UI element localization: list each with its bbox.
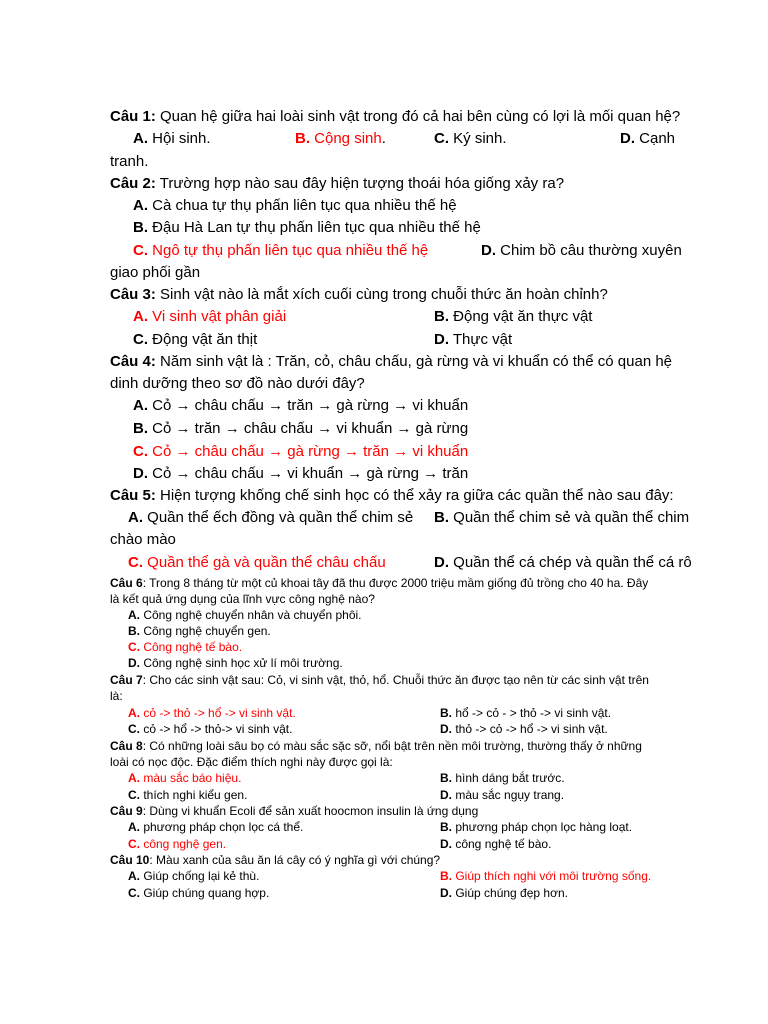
option-key: A. bbox=[128, 869, 140, 883]
q4-option-d bbox=[133, 466, 468, 481]
q5-option-c bbox=[128, 555, 386, 570]
option-key: B. bbox=[128, 624, 140, 638]
option-text: Cỏ → châu chấu → trăn → gà rừng → vi khuẩn bbox=[148, 397, 469, 414]
question-6-stem-continued: là kết quả ứng dụng của lĩnh vực công nghệ nào? bbox=[110, 592, 375, 606]
option-key: A. bbox=[133, 197, 148, 214]
q7-option-a bbox=[128, 707, 296, 719]
question-number: Câu 7 bbox=[110, 673, 143, 687]
q5-option-d bbox=[434, 555, 692, 570]
q7-option-b bbox=[440, 707, 611, 719]
option-text: Quần thể chim sẻ và quần thể chim bbox=[449, 509, 690, 526]
option-key: B. bbox=[133, 219, 148, 236]
option-key: C. bbox=[133, 443, 148, 460]
option-text: công nghệ gen. bbox=[140, 837, 227, 851]
option-text: phương pháp chọn lọc cá thể. bbox=[140, 820, 304, 834]
option-key: A. bbox=[128, 706, 140, 720]
q1-option-b bbox=[295, 131, 386, 146]
q9-option-a bbox=[128, 821, 303, 833]
question-number: Câu 10 bbox=[110, 853, 150, 867]
q2-option-a bbox=[133, 198, 457, 213]
option-key: B. bbox=[295, 130, 310, 147]
option-key: B. bbox=[440, 820, 452, 834]
question-text: Hiện tượng khống chế sinh học có thể xảy ra giữa các quần thể nào sau đây: bbox=[155, 487, 674, 504]
q6-option-c bbox=[128, 641, 242, 653]
option-text: cỏ -> hổ -> thỏ-> vi sinh vật. bbox=[140, 722, 293, 736]
option-text: Ký sinh. bbox=[449, 130, 507, 147]
option-text: Công nghệ sinh học xử lí môi trường. bbox=[140, 656, 343, 670]
option-key: C. bbox=[128, 722, 140, 736]
option-key: C. bbox=[128, 554, 143, 571]
question-10-stem bbox=[110, 854, 440, 866]
option-key: A. bbox=[128, 608, 140, 622]
option-text: Giúp chúng quang hợp. bbox=[140, 886, 270, 900]
option-text: Quần thể gà và quần thể châu chấu bbox=[143, 554, 386, 571]
option-key: A. bbox=[133, 397, 148, 414]
question-number: Câu 1: bbox=[110, 108, 156, 125]
option-text: Thực vật bbox=[449, 331, 513, 348]
question-text: : Dùng vi khuẩn Ecoli để sản xuất hoocmon insulin là ứng dụng bbox=[142, 804, 479, 818]
q5-option-a bbox=[128, 510, 413, 525]
q10-option-a bbox=[128, 870, 259, 882]
option-text: màu sắc ngụy trang. bbox=[452, 788, 565, 802]
option-key: B. bbox=[440, 706, 452, 720]
option-key: B. bbox=[440, 869, 452, 883]
q1-option-d-continued: tranh. bbox=[110, 153, 149, 170]
q2-option-c bbox=[133, 243, 428, 258]
q1-option-a bbox=[133, 131, 211, 146]
question-text: : Có những loài sâu bọ có màu sắc sặc sỡ, nổi bật trên nền môi trường, thường thấy ở những bbox=[142, 739, 642, 753]
option-text: Cà chua tự thụ phấn liên tục qua nhiều thế hệ bbox=[148, 197, 457, 214]
option-text: Công nghệ tế bào. bbox=[140, 640, 243, 654]
question-6-stem bbox=[110, 577, 648, 589]
question-5-stem bbox=[110, 488, 674, 503]
q8-option-b bbox=[440, 772, 565, 784]
option-text: thích nghi kiểu gen. bbox=[140, 788, 248, 802]
option-key: C. bbox=[128, 640, 140, 654]
option-key: B. bbox=[133, 420, 148, 437]
option-key: D. bbox=[434, 554, 449, 571]
q3-option-c bbox=[133, 332, 257, 347]
option-key: A. bbox=[133, 130, 148, 147]
question-number: Câu 8 bbox=[110, 739, 143, 753]
q1-option-c bbox=[434, 131, 507, 146]
question-7-stem bbox=[110, 674, 649, 686]
option-key: C. bbox=[133, 242, 148, 259]
question-7-stem-continued: là: bbox=[110, 689, 123, 703]
q2-option-d-continued: giao phối gần bbox=[110, 264, 201, 281]
q4-option-c bbox=[133, 444, 468, 459]
option-text: hình dáng bắt trước. bbox=[452, 771, 565, 785]
question-text: Quan hệ giữa hai loài sinh vật trong đó cả hai bên cùng có lợi là mối quan hệ? bbox=[155, 108, 681, 125]
option-text: Ngô tự thụ phấn liên tục qua nhiều thế hệ bbox=[148, 242, 429, 259]
option-key: D. bbox=[434, 331, 449, 348]
question-number: Câu 6 bbox=[110, 576, 143, 590]
option-text: Cỏ → châu chấu → vi khuẩn → gà rừng → trăn bbox=[148, 465, 469, 482]
option-key: C. bbox=[128, 886, 140, 900]
q3-option-a bbox=[133, 309, 286, 324]
option-key: A. bbox=[133, 308, 148, 325]
option-text: Đậu Hà Lan tự thụ phấn liên tục qua nhiều thế hệ bbox=[148, 219, 481, 236]
option-text: Cỏ → trăn → châu chấu → vi khuẩn → gà rừng bbox=[148, 420, 469, 437]
option-text: thỏ -> cỏ -> hổ -> vi sinh vật. bbox=[452, 722, 608, 736]
option-text: Động vật ăn thực vật bbox=[449, 308, 593, 325]
option-key: D. bbox=[620, 130, 635, 147]
question-number: Câu 4: bbox=[110, 353, 156, 370]
option-key: C. bbox=[128, 837, 140, 851]
question-4-stem bbox=[110, 354, 672, 369]
q8-option-c bbox=[128, 789, 247, 801]
option-text: Vi sinh vật phân giải bbox=[148, 308, 287, 325]
q4-option-a bbox=[133, 398, 468, 413]
option-key: A. bbox=[128, 509, 143, 526]
option-text: Giúp chống lại kẻ thù. bbox=[140, 869, 260, 883]
q6-option-d bbox=[128, 657, 343, 669]
option-key: D. bbox=[440, 788, 452, 802]
q6-option-a bbox=[128, 609, 362, 621]
question-number: Câu 3: bbox=[110, 286, 156, 303]
question-text: Trường hợp nào sau đây hiện tượng thoái hóa giống xảy ra? bbox=[155, 175, 565, 192]
option-text: Công nghệ chuyển gen. bbox=[140, 624, 271, 638]
q2-option-d bbox=[481, 243, 682, 258]
question-1-stem bbox=[110, 109, 680, 124]
option-text: Giúp chúng đẹp hơn. bbox=[452, 886, 568, 900]
option-text: phương pháp chọn lọc hàng loạt. bbox=[452, 820, 633, 834]
question-9-stem bbox=[110, 805, 478, 817]
q3-option-b bbox=[434, 309, 592, 324]
question-number: Câu 9 bbox=[110, 804, 143, 818]
q1-option-d bbox=[620, 131, 675, 146]
option-text: Cạnh bbox=[635, 130, 676, 147]
option-text: Giúp thích nghi với môi trường sống. bbox=[452, 869, 652, 883]
q5-option-b bbox=[434, 510, 689, 525]
question-text: Năm sinh vật là : Trăn, cỏ, châu chấu, gà rừng và vi khuẩn có thể có quan hệ bbox=[155, 353, 673, 370]
option-text: Chim bồ câu thường xuyên bbox=[496, 242, 682, 259]
option-text: hổ -> cỏ - > thỏ -> vi sinh vật. bbox=[452, 706, 612, 720]
q7-option-d bbox=[440, 723, 608, 735]
option-text: Động vật ăn thịt bbox=[148, 331, 258, 348]
option-key: D. bbox=[133, 465, 148, 482]
option-text: Quần thể cá chép và quần thể cá rô bbox=[449, 554, 692, 571]
question-8-stem-continued: loài có nọc độc. Đặc điểm thích nghi này được gọi là: bbox=[110, 755, 393, 769]
option-key: D. bbox=[440, 837, 452, 851]
question-number: Câu 5: bbox=[110, 487, 156, 504]
option-text: công nghệ tế bào. bbox=[452, 837, 552, 851]
option-key: D. bbox=[128, 656, 140, 670]
question-text: Sinh vật nào là mắt xích cuối cùng trong chuỗi thức ăn hoàn chỉnh? bbox=[155, 286, 608, 303]
option-key: C. bbox=[128, 788, 140, 802]
q10-option-b bbox=[440, 870, 651, 882]
q2-option-b bbox=[133, 220, 481, 235]
option-key: D. bbox=[481, 242, 496, 259]
option-key: B. bbox=[440, 771, 452, 785]
q8-option-d bbox=[440, 789, 564, 801]
question-4-stem-continued: dinh dưỡng theo sơ đồ nào dưới đây? bbox=[110, 375, 365, 392]
option-text: màu sắc báo hiệu. bbox=[140, 771, 242, 785]
q9-option-b bbox=[440, 821, 632, 833]
option-text: Công nghệ chuyển nhân và chuyển phôi. bbox=[140, 608, 362, 622]
option-key: B. bbox=[434, 509, 449, 526]
q9-option-d bbox=[440, 838, 551, 850]
question-3-stem bbox=[110, 287, 608, 302]
q10-option-d bbox=[440, 887, 568, 899]
question-text: : Màu xanh của sâu ăn lá cây có ý nghĩa gì với chúng? bbox=[149, 853, 441, 867]
question-8-stem bbox=[110, 740, 642, 752]
option-key: A. bbox=[128, 771, 140, 785]
option-key: D. bbox=[440, 886, 452, 900]
q3-option-d bbox=[434, 332, 512, 347]
q10-option-c bbox=[128, 887, 269, 899]
q9-option-c bbox=[128, 838, 226, 850]
q4-option-b bbox=[133, 421, 468, 436]
q8-option-a bbox=[128, 772, 241, 784]
question-2-stem bbox=[110, 176, 564, 191]
option-key: C. bbox=[133, 331, 148, 348]
question-text: : Cho các sinh vật sau: Cỏ, vi sinh vật, thỏ, hổ. Chuỗi thức ăn được tạo nên từ các sinh vật trên bbox=[142, 673, 649, 687]
option-key: B. bbox=[434, 308, 449, 325]
option-text: Quần thể ếch đồng và quần thể chim sẻ bbox=[143, 509, 414, 526]
option-text: Cộng sinh bbox=[310, 130, 382, 147]
question-text: : Trong 8 tháng từ một củ khoai tây đã thu được 2000 triệu mầm giống đủ trồng cho 40 ha. Đây bbox=[142, 576, 649, 590]
option-key: D. bbox=[440, 722, 452, 736]
q6-option-b bbox=[128, 625, 271, 637]
option-punct: . bbox=[381, 130, 386, 147]
q7-option-c bbox=[128, 723, 292, 735]
option-text: Hội sinh. bbox=[148, 130, 211, 147]
option-key: A. bbox=[128, 820, 140, 834]
option-text: Cỏ → châu chấu → gà rừng → trăn → vi khuẩn bbox=[148, 443, 469, 460]
question-number: Câu 2: bbox=[110, 175, 156, 192]
option-text: cỏ -> thỏ -> hổ -> vi sinh vật. bbox=[140, 706, 296, 720]
q5-option-b-continued: chào mào bbox=[110, 531, 176, 548]
option-key: C. bbox=[434, 130, 449, 147]
